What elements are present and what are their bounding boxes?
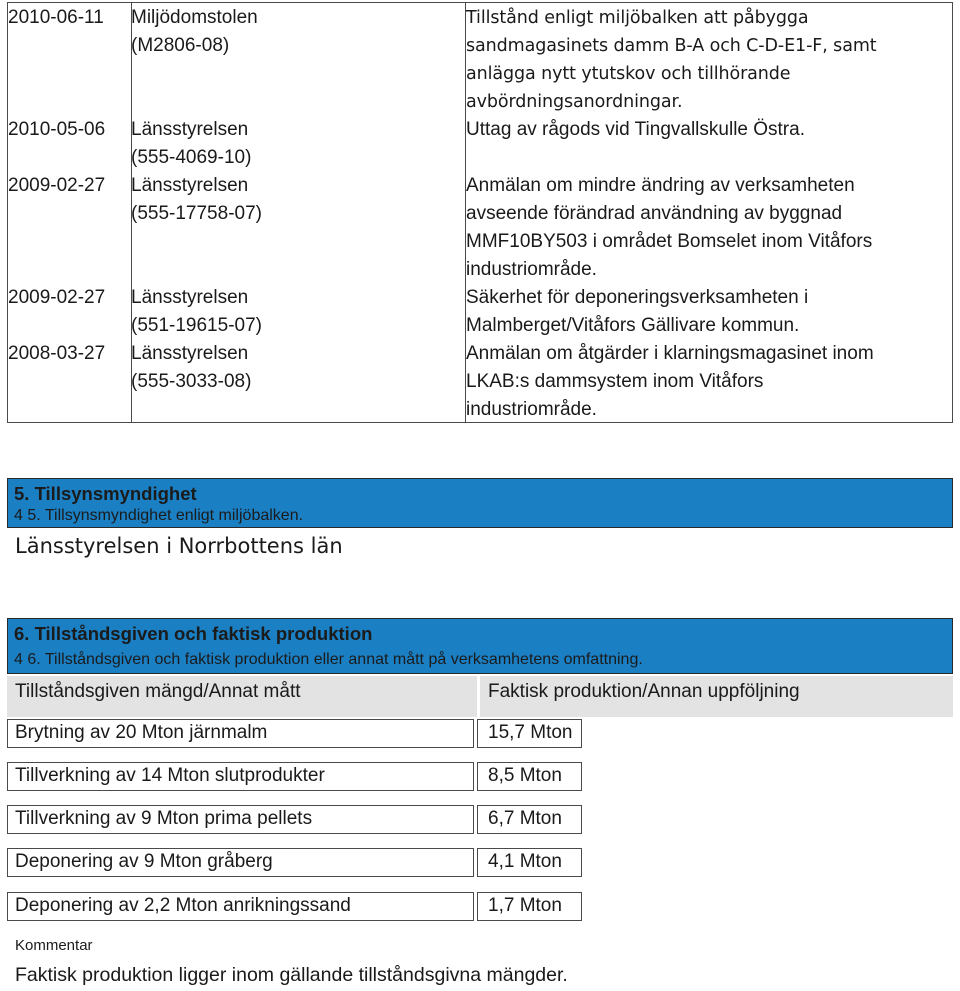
section-title: 6. Tillståndsgiven och faktisk produktion xyxy=(14,623,373,644)
description-line: Uttag av rågods vid Tingvallskulle Östra. xyxy=(466,119,805,140)
actual-amount: 4,1 Mton xyxy=(488,851,562,872)
description-line: industriområde. xyxy=(466,399,597,420)
case-number: (555-3033-08) xyxy=(131,371,252,392)
case-number: (555-4069-10) xyxy=(131,147,252,168)
description-line: Tillstånd enligt miljöbalken att påbygga xyxy=(466,8,809,28)
case-number: (M2806-08) xyxy=(131,35,230,56)
description-line: sandmagasinets damm B-A och C-D-E1-F, samt xyxy=(466,36,877,56)
authority-name: Länsstyrelsen xyxy=(131,119,249,140)
case-number: (551-19615-07) xyxy=(131,315,262,336)
description-line: MMF10BY503 i området Bomselet inom Vitåfors xyxy=(466,231,873,252)
description-line: avseende förändrad användning av byggnad xyxy=(466,203,843,224)
section-subtitle: 4 5. Tillsynsmyndighet enligt miljöbalken. xyxy=(14,507,304,524)
permit-authority xyxy=(131,116,451,172)
section-6-header xyxy=(7,618,953,674)
permit-description xyxy=(466,4,942,116)
authority-name: Länsstyrelsen xyxy=(131,343,249,364)
supervisory-authority: Länsstyrelsen i Norrbottens län xyxy=(15,534,343,558)
permitted-amount: Deponering av 9 Mton gråberg xyxy=(15,851,273,872)
permit-description xyxy=(466,340,942,424)
permit-description xyxy=(466,284,942,340)
description-line: LKAB:s dammsystem inom Vitåfors xyxy=(466,371,764,392)
actual-amount: 6,7 Mton xyxy=(488,808,562,829)
permitted-amount: Tillverkning av 14 Mton slutprodukter xyxy=(15,765,325,786)
section-title: 5. Tillsynsmyndighet xyxy=(14,483,197,504)
permit-date: 2009-02-27 xyxy=(8,287,106,308)
permit-description xyxy=(466,172,942,284)
comment-text: Faktisk produktion ligger inom gällande tillståndsgivna mängder. xyxy=(15,964,568,986)
actual-amount: 15,7 Mton xyxy=(488,722,573,743)
permit-description xyxy=(466,116,942,144)
permit-date: 2008-03-27 xyxy=(8,343,106,364)
permit-authority xyxy=(131,284,451,340)
actual-amount: 8,5 Mton xyxy=(488,765,562,786)
description-line: anlägga nytt ytutskov och tillhörande xyxy=(466,64,791,84)
case-number: (555-17758-07) xyxy=(131,203,262,224)
description-line: Anmälan om åtgärder i klarningsmagasinet inom xyxy=(466,343,874,364)
authority-name: Länsstyrelsen xyxy=(131,287,249,308)
permitted-amount: Deponering av 2,2 Mton anrikningssand xyxy=(15,895,351,916)
permitted-amount: Brytning av 20 Mton järnmalm xyxy=(15,722,268,743)
description-line: avbördningsanordningar. xyxy=(466,92,683,112)
column-header-permitted: Tillståndsgiven mängd/Annat mått xyxy=(15,681,301,702)
permit-authority xyxy=(131,340,451,396)
permit-date: 2009-02-27 xyxy=(8,175,106,196)
section-5-header xyxy=(7,478,953,528)
description-line: Malmberget/Vitåfors Gällivare kommun. xyxy=(466,315,800,336)
actual-amount: 1,7 Mton xyxy=(488,895,562,916)
comment-label: Kommentar xyxy=(15,937,93,954)
description-line: Anmälan om mindre ändring av verksamheten xyxy=(466,175,855,196)
authority-name: Länsstyrelsen xyxy=(131,175,249,196)
permit-date: 2010-06-11 xyxy=(8,7,104,28)
permitted-amount: Tillverkning av 9 Mton prima pellets xyxy=(15,808,313,829)
permit-date: 2010-05-06 xyxy=(8,119,106,140)
column-header-actual: Faktisk produktion/Annan uppföljning xyxy=(488,681,800,702)
description-line: industriområde. xyxy=(466,259,597,280)
section-subtitle: 4 6. Tillståndsgiven och faktisk produktion eller annat mått på verksamhetens omfattning. xyxy=(14,651,643,668)
authority-name: Miljödomstolen xyxy=(131,7,258,28)
permit-authority xyxy=(131,4,451,60)
permit-authority xyxy=(131,172,451,228)
description-line: Säkerhet för deponeringsverksamheten i xyxy=(466,287,809,308)
header-divider xyxy=(477,676,480,717)
